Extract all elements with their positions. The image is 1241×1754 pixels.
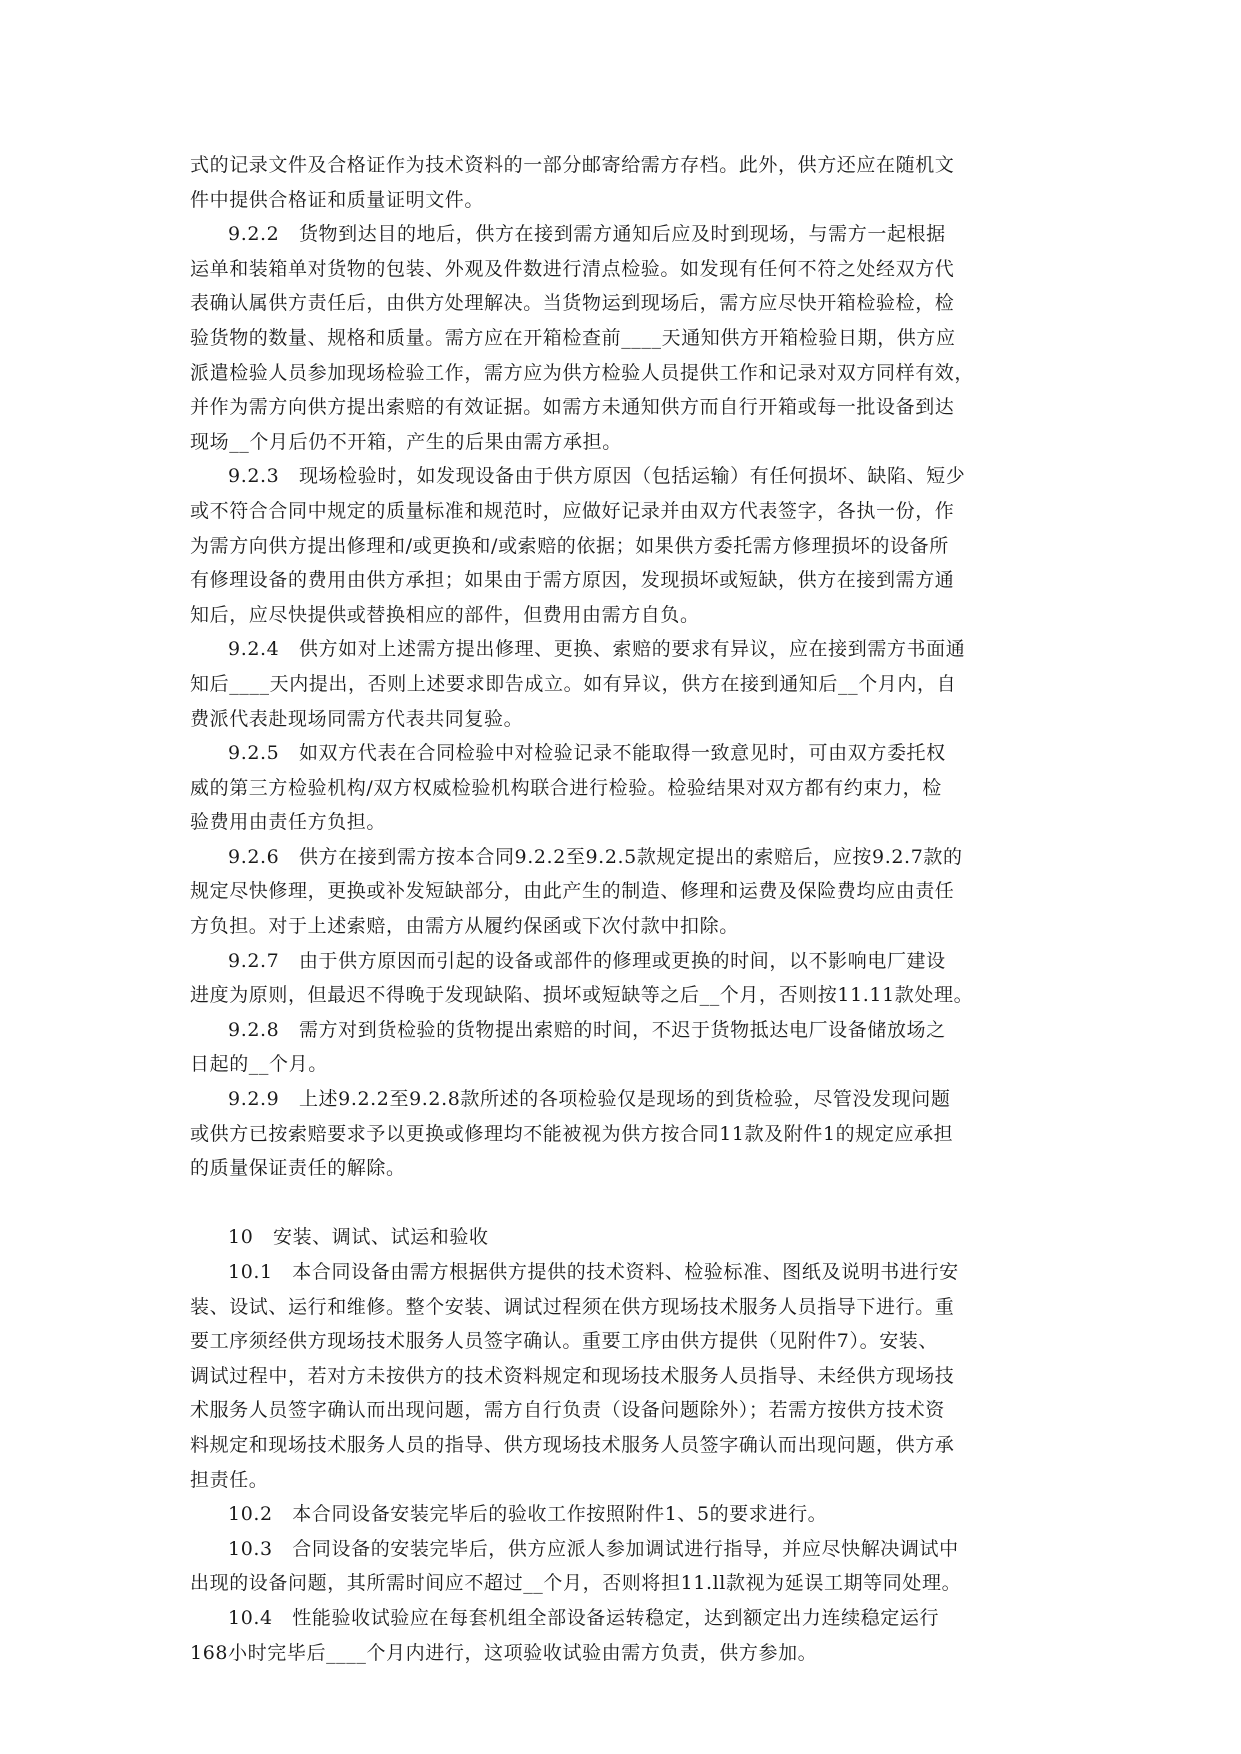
text-line: 派遣检验人员参加现场检验工作，需方应为供方检验人员提供工作和记录对双方同样有效，	[190, 361, 975, 384]
text-line: 表确认属供方责任后，由供方处理解决。当货物运到现场后，需方应尽快开箱检验检，检	[190, 292, 955, 315]
text-line: 或不符合合同中规定的质量标准和规范时，应做好记录并由双方代表签字，各执一份，作	[190, 499, 955, 522]
text-line: 方负担。对于上述索赔，由需方从履约保函或下次付款中扣除。	[190, 915, 739, 938]
text-line: 有修理设备的费用由供方承担；如果由于需方原因，发现损坏或短缺，供方在接到需方通	[190, 569, 955, 592]
text-line: 日起的__个月。	[190, 1053, 328, 1076]
text-line: 验费用由责任方负担。	[190, 811, 387, 834]
text-line: 9.2.6 供方在接到需方按本合同9.2.2至9.2.5款规定提出的索赔后，应按9.2.7款的	[228, 845, 963, 868]
text-line: 10 安装、调试、试运和验收	[228, 1226, 489, 1249]
text-line: 9.2.8 需方对到货检验的货物提出索赔的时间，不迟于货物抵达电厂设备储放场之	[228, 1018, 946, 1041]
text-line: 并作为需方向供方提出索赔的有效证据。如需方未通知供方而自行开箱或每一批设备到达	[190, 396, 955, 419]
text-line: 9.2.5 如双方代表在合同检验中对检验记录不能取得一致意见时，可由双方委托权	[228, 742, 946, 765]
text-line: 调试过程中，若对方未按供方的技术资料规定和现场技术服务人员指导、未经供方现场技	[190, 1364, 955, 1387]
text-line: 知后____天内提出，否则上述要求即告成立。如有异议，供方在接到通知后__个月内，自	[190, 672, 957, 695]
text-line: 规定尽快修理，更换或补发短缺部分，由此产生的制造、修理和运费及保险费均应由责任	[190, 880, 955, 903]
text-line: 为需方向供方提出修理和/或更换和/或索赔的依据；如果供方委托需方修理损坏的设备所	[190, 534, 949, 557]
text-line: 的质量保证责任的解除。	[190, 1157, 406, 1180]
text-line: 装、设试、运行和维修。整个安装、调试过程须在供方现场技术服务人员指导下进行。重	[190, 1295, 955, 1318]
text-line: 168小时完毕后____个月内进行，这项验收试验由需方负责，供方参加。	[190, 1641, 818, 1664]
text-line: 出现的设备问题，其所需时间应不超过__个月，否则将担11.ll款视为延误工期等同处理。	[190, 1572, 962, 1595]
text-line: 9.2.4 供方如对上述需方提出修理、更换、索赔的要求有异议，应在接到需方书面通	[228, 638, 966, 661]
text-line: 担责任。	[190, 1468, 269, 1491]
document-body	[190, 148, 1010, 1670]
text-line: 10.4 性能验收试验应在每套机组全部设备运转稳定，达到额定出力连续稳定运行	[228, 1606, 940, 1629]
text-line: 9.2.2 货物到达目的地后，供方在接到需方通知后应及时到现场，与需方一起根据	[228, 223, 946, 246]
text-line: 进度为原则，但最迟不得晚于发现缺陷、损坏或短缺等之后__个月，否则按11.11款处理。	[190, 984, 974, 1007]
text-line: 料规定和现场技术服务人员的指导、供方现场技术服务人员签字确认而出现问题，供方承	[190, 1433, 955, 1456]
text-line: 件中提供合格证和质量证明文件。	[190, 188, 485, 211]
text-line: 运单和装箱单对货物的包装、外观及件数进行清点检验。如发现有任何不符之处经双方代	[190, 257, 955, 280]
text-line: 10.3 合同设备的安装完毕后，供方应派人参加调试进行指导，并应尽快解决调试中	[228, 1537, 959, 1560]
text-line: 知后，应尽快提供或替换相应的部件，但费用由需方自负。	[190, 603, 700, 626]
text-line: 威的第三方检验机构/双方权威检验机构联合进行检验。检验结果对双方都有约束力，检	[190, 776, 942, 799]
text-line: 9.2.9 上述9.2.2至9.2.8款所述的各项检验仅是现场的到货检验，尽管没发现问题	[228, 1088, 951, 1111]
text-line: 验货物的数量、规格和质量。需方应在开箱检查前____天通知供方开箱检验日期，供方应	[190, 326, 956, 349]
text-line: 要工序须经供方现场技术服务人员签字确认。重要工序由供方提供（见附件7）。安装、	[190, 1330, 938, 1353]
text-line: 9.2.7 由于供方原因而引起的设备或部件的修理或更换的时间，以不影响电厂建设	[228, 949, 946, 972]
text-line: 现场__个月后仍不开箱，产生的后果由需方承担。	[190, 430, 622, 453]
text-line: 术服务人员签字确认而出现问题，需方自行负责（设备问题除外）；若需方按供方技术资	[190, 1399, 945, 1422]
text-line: 10.2 本合同设备安装完毕后的验收工作按照附件1、5的要求进行。	[228, 1503, 828, 1526]
text-line: 或供方已按索赔要求予以更换或修理均不能被视为供方按合同11款及附件1的规定应承担	[190, 1122, 954, 1145]
text-line: 式的记录文件及合格证作为技术资料的一部分邮寄给需方存档。此外，供方还应在随机文	[190, 154, 955, 176]
blank-line	[190, 1186, 1010, 1221]
text-line: 费派代表赴现场同需方代表共同复验。	[190, 707, 524, 730]
text-line: 10.1 本合同设备由需方根据供方提供的技术资料、检验标准、图纸及说明书进行安	[228, 1261, 959, 1283]
text-line: 9.2.3 现场检验时，如发现设备由于供方原因（包括运输）有任何损坏、缺陷、短少	[228, 465, 966, 488]
